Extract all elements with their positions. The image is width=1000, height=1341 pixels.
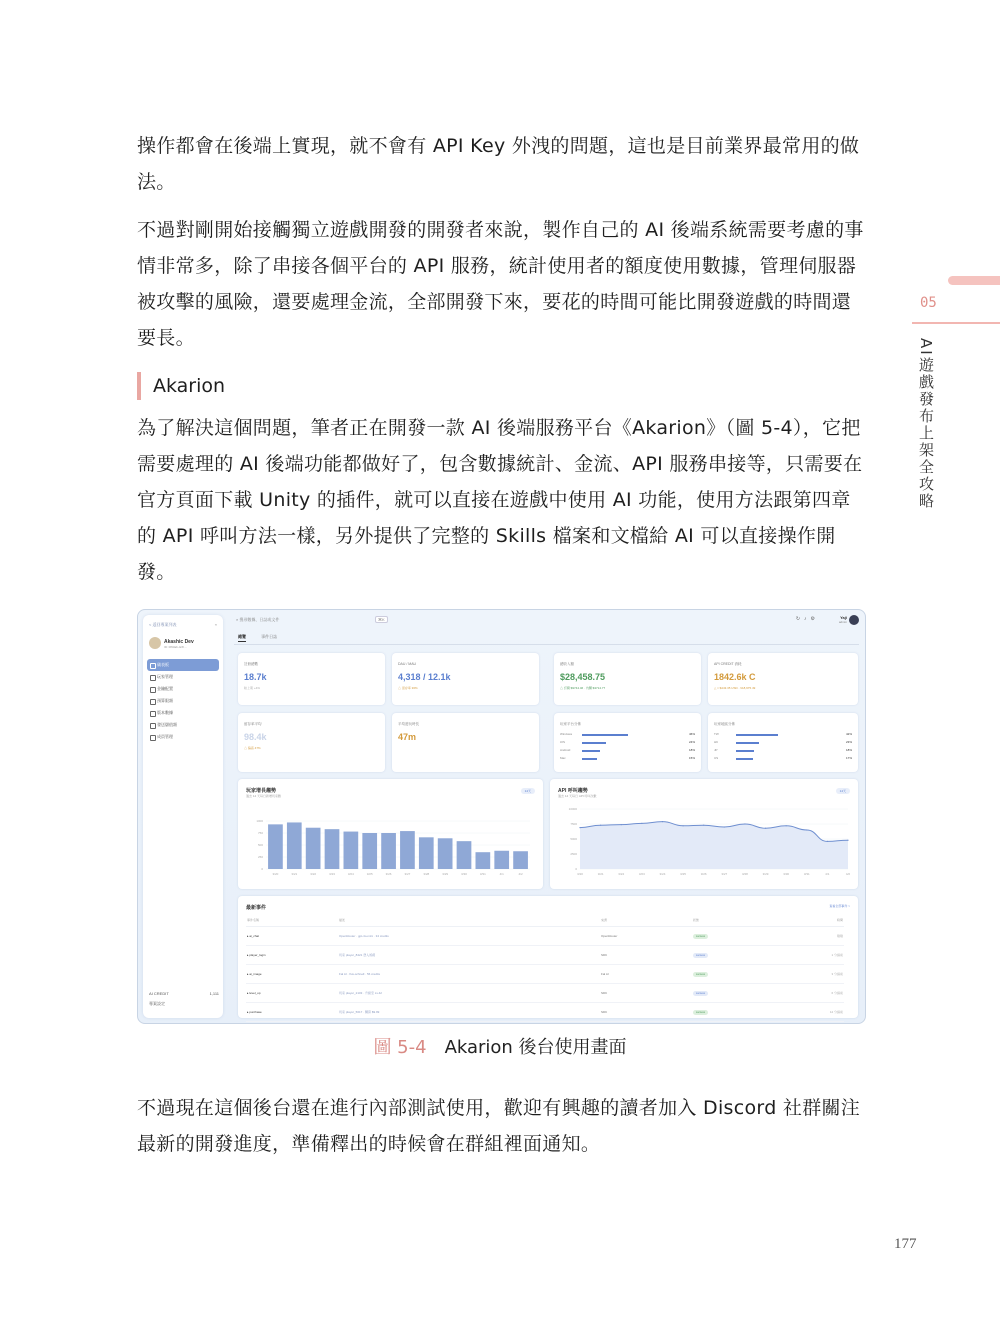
x-tick-label: 3/26: [700, 872, 707, 876]
stat-label: 平均遊玩時長: [398, 722, 419, 726]
player-growth-card: [238, 779, 543, 889]
sidebar-item-6[interactable]: 成員管理: [147, 731, 219, 743]
event-status-cell: [692, 927, 784, 946]
view-all-events-link[interactable]: 查看全部事件 >: [829, 904, 850, 908]
table-row[interactable]: [246, 984, 844, 1003]
paragraph-discord: 不過現在這個後台還在進行內部測試使用，歡迎有興趣的讀者加入 Discord 社群關注最新的開發進度，準備釋出的時候會在群組裡面通知。: [137, 1097, 861, 1155]
region-row: [714, 732, 852, 738]
x-tick-label: 3/22: [310, 872, 317, 876]
data-point[interactable]: [765, 828, 766, 829]
project-id: ID: 0f93ab-4c8 ...: [164, 645, 188, 649]
x-tick-label: 3/27: [404, 872, 411, 876]
stat-sub: △ 留存率 36%: [398, 686, 418, 690]
player-growth-subtitle: 過去 14 天每日新增玩家數: [246, 794, 282, 798]
ai-credit-label: AI CREDIT: [149, 991, 169, 996]
platform-pct: 15%: [688, 756, 695, 760]
bar[interactable]: [306, 828, 321, 869]
x-tick-label: 4/1: [825, 872, 830, 876]
platform-title: 玩家平台分佈: [560, 722, 581, 726]
event-name: ▸ purchase: [246, 1003, 338, 1022]
area-fill: [580, 822, 848, 869]
status-badge: success: [693, 934, 708, 939]
region-name: US: [714, 756, 719, 760]
tab-divider: [234, 644, 859, 645]
region-pct: 42%: [845, 732, 852, 736]
page-number: 177: [894, 1236, 917, 1252]
event-time: 6 分鐘前: [784, 984, 844, 1003]
y-tick-label: 1000: [256, 819, 263, 823]
stat-sub: △ ≈ $443.35 USD · ¥18,975.49: [714, 686, 756, 690]
x-tick-label: 3/29: [762, 872, 769, 876]
x-tick-label: 3/25: [680, 872, 686, 876]
stat-value: $28,458.75: [560, 672, 606, 682]
stat-sub: △ 訂閱 $9744.46 · 內購 $3714.77: [560, 686, 606, 690]
table-row[interactable]: [246, 965, 844, 984]
bar[interactable]: [287, 822, 302, 869]
x-tick-label: 3/31: [803, 872, 810, 876]
event-source: OpenRouter: [600, 927, 692, 946]
x-tick-label: 4/2: [518, 872, 523, 876]
bar[interactable]: [344, 832, 359, 869]
region-distribution-card: [708, 713, 858, 772]
stat-card: [554, 653, 701, 705]
stat-value: 98.4k: [244, 732, 267, 742]
data-point[interactable]: [641, 823, 642, 824]
region-title: 玩家地區分佈: [714, 722, 735, 726]
sidebar-item-0[interactable]: 儀表板: [147, 659, 219, 671]
region-bar: [736, 750, 754, 752]
event-source: SDK: [600, 984, 692, 1003]
chapter-tab-line: [912, 322, 1000, 324]
event-status-cell: [692, 965, 784, 984]
refresh-icon[interactable]: ↻: [795, 616, 805, 622]
y-tick-label: 5000: [570, 837, 577, 841]
search-shortcut: ⌘K: [375, 616, 388, 623]
region-pct: 17%: [845, 756, 852, 760]
events-header: 時間: [784, 914, 844, 927]
event-desc: 玩家 player_2103 · 升級至 Lv.42: [338, 984, 600, 1003]
event-time: 12 分鐘前: [784, 1003, 844, 1022]
user-menu[interactable]: [839, 615, 847, 624]
table-row[interactable]: [246, 946, 844, 965]
event-name-text: ai_chat: [249, 934, 260, 938]
bar[interactable]: [494, 851, 509, 869]
latest-events-card: [238, 896, 858, 1018]
tab-overview[interactable]: 總覽: [238, 634, 246, 642]
data-point[interactable]: [724, 826, 725, 827]
search-input[interactable]: ⌕ 搜尋數據、日誌或文件: [236, 617, 280, 622]
x-tick-label: 3/20: [272, 872, 279, 876]
stat-value: 1842.6k C: [714, 672, 756, 682]
chapter-title: AI遊戲發布上架全攻略: [917, 338, 935, 510]
x-tick-label: 3/30: [461, 872, 467, 876]
event-status-cell: [692, 984, 784, 1003]
bar[interactable]: [457, 841, 472, 869]
event-time: 剛剛: [784, 927, 844, 946]
event-time: 3 分鐘前: [784, 965, 844, 984]
ai-credit: [149, 991, 219, 996]
event-name-text: player_login: [249, 953, 266, 957]
platform-name: iOS: [560, 740, 566, 744]
sidebar-item-4[interactable]: 版本數據: [147, 707, 219, 719]
avatar[interactable]: [849, 615, 859, 625]
y-tick-label: 0: [261, 867, 263, 871]
sidebar-item-1[interactable]: 玩家管理: [147, 671, 219, 683]
y-tick-label: 750: [257, 831, 263, 835]
region-row: [714, 740, 852, 746]
event-desc: 玩家 player_5617 · 購買 $9.99: [338, 1003, 600, 1022]
platform-distribution-card: [554, 713, 701, 772]
platform-bar: [582, 742, 606, 744]
platform-row: [560, 732, 695, 738]
region-row: [714, 756, 852, 762]
bar[interactable]: [381, 833, 396, 869]
platform-bar: [582, 750, 600, 752]
section-heading: Akarion: [137, 372, 225, 400]
bar[interactable]: [325, 829, 340, 869]
event-source: SDK: [600, 1003, 692, 1022]
x-tick-label: 3/20: [577, 872, 583, 876]
platform-pct: 46%: [688, 732, 695, 736]
x-tick-label: 3/21: [291, 872, 298, 876]
player-growth-range-button[interactable]: 14天: [521, 788, 535, 794]
figure-title: Akarion 後台使用畫面: [444, 1037, 627, 1058]
data-point[interactable]: [600, 825, 601, 826]
x-tick-label: 3/23: [329, 872, 335, 876]
x-tick-label: 4/2: [845, 872, 851, 876]
platform-name: Mac: [560, 756, 566, 760]
data-point[interactable]: [847, 840, 848, 841]
bar[interactable]: [419, 837, 434, 869]
paragraph-akarion: 為了解決這個問題，筆者正在開發一款 AI 後端服務平台《Akarion》（圖 5-4），它把需要處理的 AI 後端功能都做好了，包含數據統計、金流、API 服務串接等，只需要在官方頁面下載 Unity 的插件，就可以直接在遊戲中使用 AI 功能，使用方法跟第四章的 API 呼叫方法一樣，另外提供了完整的 Skills 檔案和文檔給 AI 可以直接操作開發。: [137, 417, 863, 583]
event-source: SDK: [600, 946, 692, 965]
ai-credit-value: 1,111: [209, 991, 219, 996]
x-tick-label: 3/28: [742, 872, 748, 876]
bar[interactable]: [513, 851, 528, 869]
x-tick-label: 3/29: [442, 872, 449, 876]
data-point[interactable]: [786, 825, 787, 826]
x-tick-label: 3/27: [721, 872, 728, 876]
latest-events-title: 最新事件: [246, 905, 267, 911]
event-desc: OpenRouter · gpt-4o-mini · 34 credits: [338, 927, 600, 946]
chapter-number: 05: [920, 295, 937, 311]
api-calls-chart: [550, 805, 858, 887]
region-row: [714, 748, 852, 754]
data-point[interactable]: [744, 823, 745, 824]
region-pct: 23%: [845, 740, 852, 744]
region-pct: 18%: [845, 748, 852, 752]
platform-row: [560, 740, 695, 746]
region-bar: [736, 742, 759, 744]
table-row[interactable]: [246, 927, 844, 946]
data-point[interactable]: [682, 825, 683, 826]
data-point[interactable]: [662, 821, 663, 822]
stat-value: 47m: [398, 732, 417, 742]
player-growth-title: 玩家增長趨勢: [246, 788, 277, 794]
status-badge: success: [693, 1010, 708, 1015]
api-calls-range-button[interactable]: 14天: [836, 788, 850, 794]
x-tick-label: 3/26: [385, 872, 392, 876]
event-name-text: level_up: [249, 991, 261, 995]
platform-row: [560, 748, 695, 754]
toolbar-icons: [796, 616, 819, 622]
x-tick-label: 3/24: [347, 872, 354, 876]
stat-card: [392, 653, 539, 705]
project-name: Akashic Dev: [164, 639, 194, 645]
y-tick-label: 2500: [570, 852, 577, 856]
stat-sub: △ 偏高 47%: [244, 746, 261, 750]
tab-event-log[interactable]: 事件日誌: [261, 634, 278, 639]
events-body: [246, 927, 844, 1022]
stat-label: DAU / MAU: [398, 662, 417, 666]
back-to-projects-link[interactable]: < 返回專案列表: [149, 622, 177, 627]
region-name: TW: [714, 732, 719, 736]
event-desc: 玩家 player_8421 登入遊戲: [338, 946, 600, 965]
events-header: 狀態: [692, 914, 784, 927]
collapse-icon[interactable]: «: [214, 622, 217, 627]
y-tick-label: 10000: [568, 807, 577, 811]
stat-label: API CREDIT 消耗: [714, 662, 742, 666]
platform-bar: [582, 758, 597, 760]
x-tick-label: 3/30: [783, 872, 790, 876]
paragraph-intro: 操作都會在後端上實現，就不會有 API Key 外洩的問題，這也是目前業界最常用的做法。: [137, 135, 860, 193]
x-tick-label: 3/23: [638, 872, 645, 876]
project-settings-link[interactable]: 專案設定: [149, 1001, 165, 1006]
api-calls-card: [550, 779, 858, 889]
stat-label: 留存率平均: [244, 722, 262, 726]
user-name: Yaji: [840, 615, 847, 620]
events-header: 事件名稱: [246, 914, 338, 927]
sidebar: [143, 615, 223, 1018]
data-point[interactable]: [621, 824, 622, 825]
x-tick-label: 3/28: [423, 872, 430, 876]
status-badge: success: [693, 991, 708, 996]
chapter-tab-accent: [948, 276, 1000, 285]
events-table: [246, 914, 844, 1022]
region-name: HK: [714, 740, 719, 744]
x-tick-label: 3/22: [618, 872, 625, 876]
events-header-row: [246, 914, 844, 927]
status-badge: success: [693, 953, 708, 958]
events-header: 描述: [338, 914, 600, 927]
bar[interactable]: [400, 831, 415, 869]
sidebar-nav: [147, 659, 219, 743]
x-tick-label: 3/25: [366, 872, 373, 876]
user-role: admin: [838, 620, 847, 624]
events-header: 來源: [600, 914, 692, 927]
api-calls-subtitle: 過去 14 天每日 API 呼叫次數: [558, 794, 597, 798]
api-calls-title: API 呼叫趨勢: [558, 788, 588, 794]
event-source: Fal AI: [600, 965, 692, 984]
player-growth-chart: [238, 805, 543, 887]
platform-name: Android: [560, 748, 571, 752]
event-name: ▸ level_up: [246, 984, 338, 1003]
data-point[interactable]: [827, 841, 828, 842]
platform-name: Windows: [560, 732, 573, 736]
sidebar-item-2[interactable]: 金鑰配置: [147, 683, 219, 695]
event-name: ▸ player_login: [246, 946, 338, 965]
event-name: ▸ ai_chat: [246, 927, 338, 946]
y-tick-label: 250: [257, 855, 263, 859]
x-tick-label: 3/24: [659, 872, 666, 876]
status-badge: success: [693, 972, 708, 977]
event-name-text: purchase: [249, 1010, 262, 1014]
stat-value: 4,318 / 12.1k: [398, 672, 451, 682]
region-bar: [736, 734, 778, 736]
x-tick-label: 3/31: [479, 872, 486, 876]
figure-number: 圖 5-4: [373, 1037, 427, 1058]
region-name: JP: [714, 748, 718, 752]
y-tick-label: 7500: [570, 822, 577, 826]
platform-row: [560, 756, 695, 762]
platform-bar: [582, 734, 628, 736]
search-placeholder: 搜尋數據、日誌或文件: [239, 617, 280, 622]
event-status-cell: [692, 946, 784, 965]
project-avatar: [149, 637, 161, 649]
bell-icon[interactable]: ♪: [804, 616, 811, 622]
platform-pct: 18%: [688, 748, 695, 752]
y-tick-label: 500: [257, 843, 263, 847]
table-row[interactable]: [246, 1003, 844, 1022]
data-point[interactable]: [703, 825, 704, 826]
topbar: [230, 614, 859, 626]
region-bar: [736, 758, 753, 760]
settings-icon[interactable]: ⚙: [810, 616, 819, 622]
stat-card: [708, 653, 858, 705]
event-time: 1 分鐘前: [784, 946, 844, 965]
stat-card: [238, 713, 385, 772]
y-tick-label: 0: [575, 867, 577, 871]
event-desc: Fal AI · flux-schnell · 56 credits: [338, 965, 600, 984]
platform-pct: 24%: [688, 740, 695, 744]
dashboard-screenshot: [137, 609, 866, 1024]
event-name-text: ai_image: [249, 972, 262, 976]
sidebar-item-5[interactable]: 發送儲值額: [147, 719, 219, 731]
stat-card: [392, 713, 539, 772]
bar[interactable]: [268, 824, 283, 869]
event-name: ▸ ai_image: [246, 965, 338, 984]
paragraph-backend-challenges: 不過對剛開始接觸獨立遊戲開發的開發者來說，製作自己的 AI 後端系統需要考慮的事情非常多，除了串接各個平台的 API 服務，統計使用者的額度使用數據，管理伺服器被攻擊的風險，還要處理金流，全部開發下來，要花的時間可能比開發遊戲的時間還要長。: [137, 219, 864, 349]
stat-label: 總收入額: [560, 662, 574, 666]
bar[interactable]: [476, 852, 491, 869]
figure-caption: [0, 1033, 1000, 1059]
stat-label: 註冊總數: [244, 662, 258, 666]
data-point[interactable]: [806, 829, 807, 830]
x-tick-label: 4/1: [499, 872, 504, 876]
stat-value: 18.7k: [244, 672, 267, 682]
stat-sub: 較上期 +4%: [244, 686, 260, 690]
bar[interactable]: [438, 838, 453, 869]
data-point[interactable]: [579, 827, 580, 828]
tabs: [238, 634, 291, 640]
x-tick-label: 3/21: [597, 872, 604, 876]
event-status-cell: [692, 1003, 784, 1022]
sidebar-item-3[interactable]: 預算限額: [147, 695, 219, 707]
stat-card: [238, 653, 385, 705]
bar[interactable]: [362, 833, 377, 869]
